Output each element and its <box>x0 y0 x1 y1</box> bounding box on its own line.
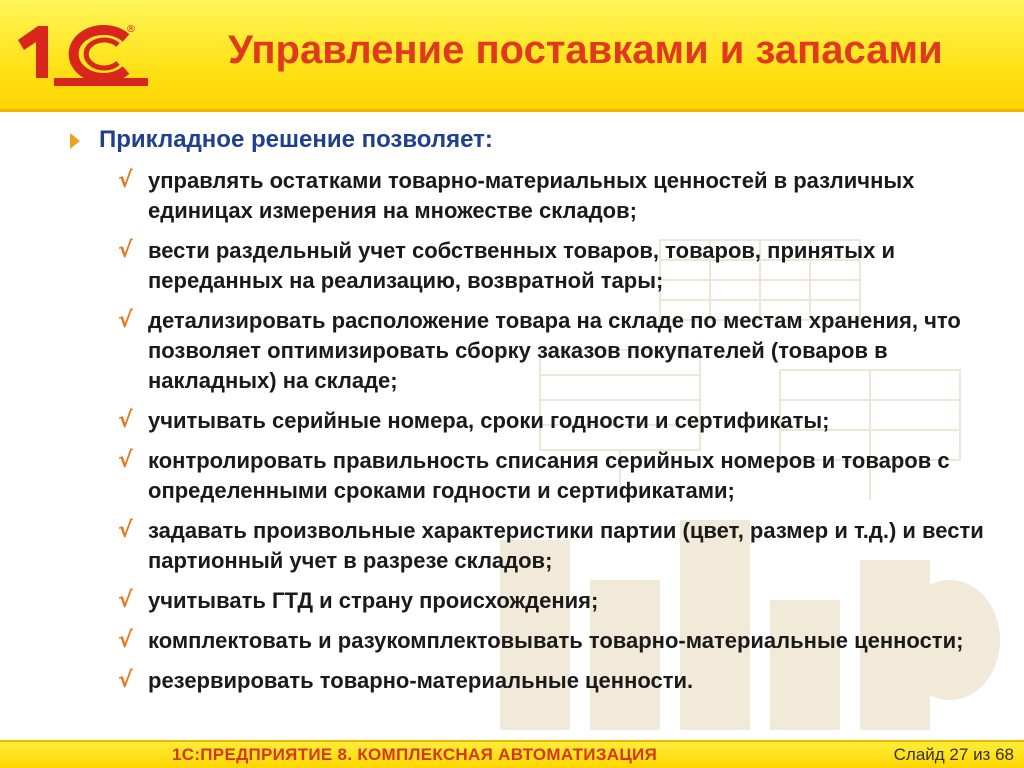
list-item-text: контролировать правильность списания серийных номеров и товаров с определенными сроками годности и сертификатами; <box>148 448 950 503</box>
list-item-text: задавать произвольные характеристики партии (цвет, размер и т.д.) и вести партионный учет в разрезе складов; <box>148 518 984 573</box>
list-item-text: учитывать серийные номера, сроки годности и сертификаты; <box>148 408 830 433</box>
slide-title: Управление поставками и запасами <box>228 28 943 72</box>
check-icon: √ <box>118 308 133 333</box>
bullet-arrow-icon <box>68 131 82 151</box>
check-icon: √ <box>118 518 133 543</box>
list-item <box>118 516 1018 576</box>
list-item <box>118 666 1018 696</box>
check-icon: √ <box>118 448 133 473</box>
list-item-text: детализировать расположение товара на складе по местам хранения, что позволяет оптимизировать сборку заказов покупателей (товаров в накладных) на складе; <box>148 308 961 393</box>
list-item <box>118 626 1018 656</box>
list-item <box>118 306 1018 396</box>
footer-title: 1С:ПРЕДПРИЯТИЕ 8. КОМПЛЕКСНАЯ АВТОМАТИЗАЦИЯ <box>172 745 658 764</box>
list-item <box>118 236 1018 296</box>
slide-counter: Слайд 27 из 68 <box>893 745 1014 764</box>
list-item <box>118 166 1018 226</box>
list-item-text: учитывать ГТД и страну происхождения; <box>148 588 599 613</box>
check-icon: √ <box>118 588 133 613</box>
list-item-text: резервировать товарно-материальные ценности. <box>148 668 694 693</box>
list-item <box>118 406 1018 436</box>
check-icon: √ <box>118 408 133 433</box>
intro-heading: Прикладное решение позволяет: <box>99 126 493 153</box>
list-item-text: вести раздельный учет собственных товаров, товаров, принятых и переданных на реализацию, возвратной тары; <box>148 238 895 293</box>
list-item-text: комплектовать и разукомплектовывать товарно-материальные ценности; <box>148 628 964 653</box>
check-icon: √ <box>118 628 133 653</box>
check-icon: √ <box>118 238 133 263</box>
footer-bar <box>0 740 1024 768</box>
capability-list <box>118 166 1018 706</box>
list-item <box>118 446 1018 506</box>
check-icon: √ <box>118 668 133 693</box>
check-icon: √ <box>118 168 133 193</box>
registered-mark: ® <box>126 24 136 35</box>
list-item-text: управлять остатками товарно-материальных ценностей в различных единицах измерения на множестве складов; <box>148 168 915 223</box>
list-item <box>118 586 1018 616</box>
